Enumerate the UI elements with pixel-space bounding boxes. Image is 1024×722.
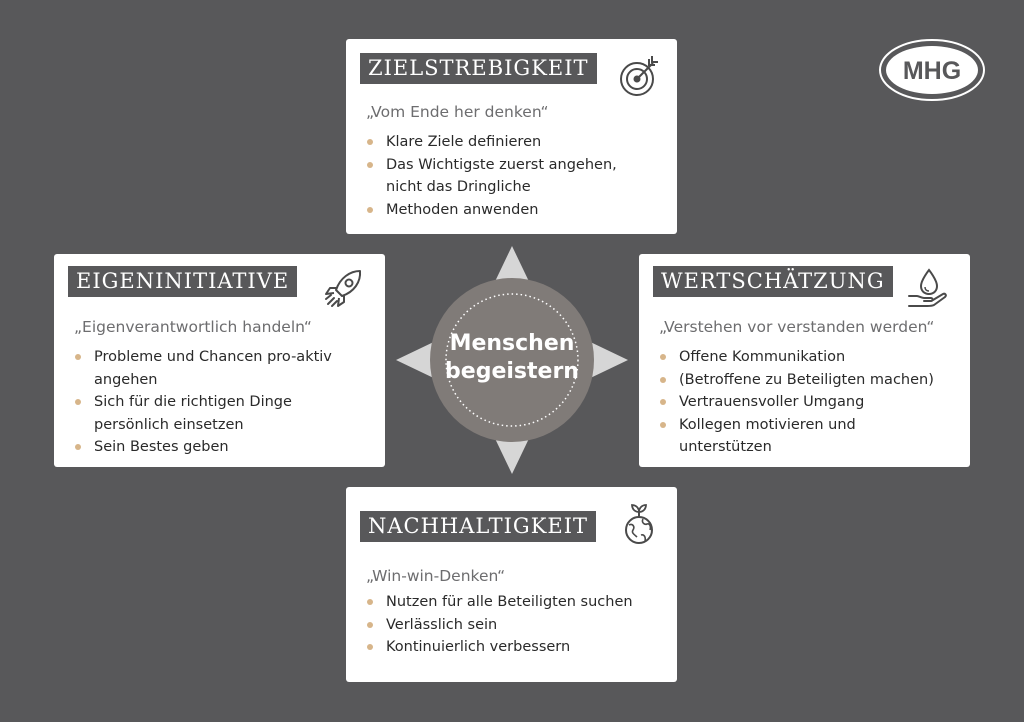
center-line-1: Menschen (449, 331, 575, 356)
card-quote: „Win-win-Denken“ (366, 567, 506, 585)
logo-text: MHG (902, 57, 962, 85)
globe-plant-icon (617, 501, 661, 545)
card-title: ZIELSTREBIGKEIT (360, 53, 597, 84)
card-list (366, 131, 656, 221)
target-icon (617, 55, 661, 99)
card-quote: „Verstehen vor verstanden werden“ (659, 318, 935, 336)
list-item: Sein Bestes geben (74, 436, 334, 459)
list-item: Kontinuierlich verbessern (366, 636, 666, 659)
list-item: Sich für die richtigen Dinge persönlich einsetzen (74, 391, 309, 436)
hand-drop-icon (907, 266, 951, 310)
card-list (74, 346, 334, 459)
list-item: Methoden anwenden (366, 199, 656, 222)
card-quote: „Eigenverantwortlich handeln“ (74, 318, 312, 336)
center-label (430, 330, 594, 386)
list-item: Das Wichtigste zuerst angehen, nicht das Dringliche (366, 154, 626, 199)
card-list (659, 346, 959, 459)
card-nachhaltigkeit (346, 487, 677, 682)
list-item: Offene Kommunikation (659, 346, 959, 369)
list-item: Verlässlich sein (366, 614, 666, 637)
card-wertschaetzung (639, 254, 970, 467)
card-zielstrebigkeit (346, 39, 677, 234)
rocket-icon (322, 266, 366, 310)
list-item: Kollegen motivieren und unterstützen (659, 414, 899, 459)
card-quote: „Vom Ende her denken“ (366, 103, 549, 121)
mhg-logo (877, 37, 987, 103)
card-list (366, 591, 666, 659)
list-item: (Betroffene zu Beteiligten machen) (659, 369, 959, 392)
card-eigeninitiative (54, 254, 385, 467)
list-item: Vertrauensvoller Umgang (659, 391, 959, 414)
center-line-2: begeistern (445, 359, 579, 384)
card-title: EIGENINITIATIVE (68, 266, 297, 297)
card-title: WERTSCHÄTZUNG (653, 266, 893, 297)
card-title: NACHHALTIGKEIT (360, 511, 596, 542)
list-item: Probleme und Chancen pro-aktiv angehen (74, 346, 334, 391)
list-item: Klare Ziele definieren (366, 131, 656, 154)
list-item: Nutzen für alle Beteiligten suchen (366, 591, 666, 614)
